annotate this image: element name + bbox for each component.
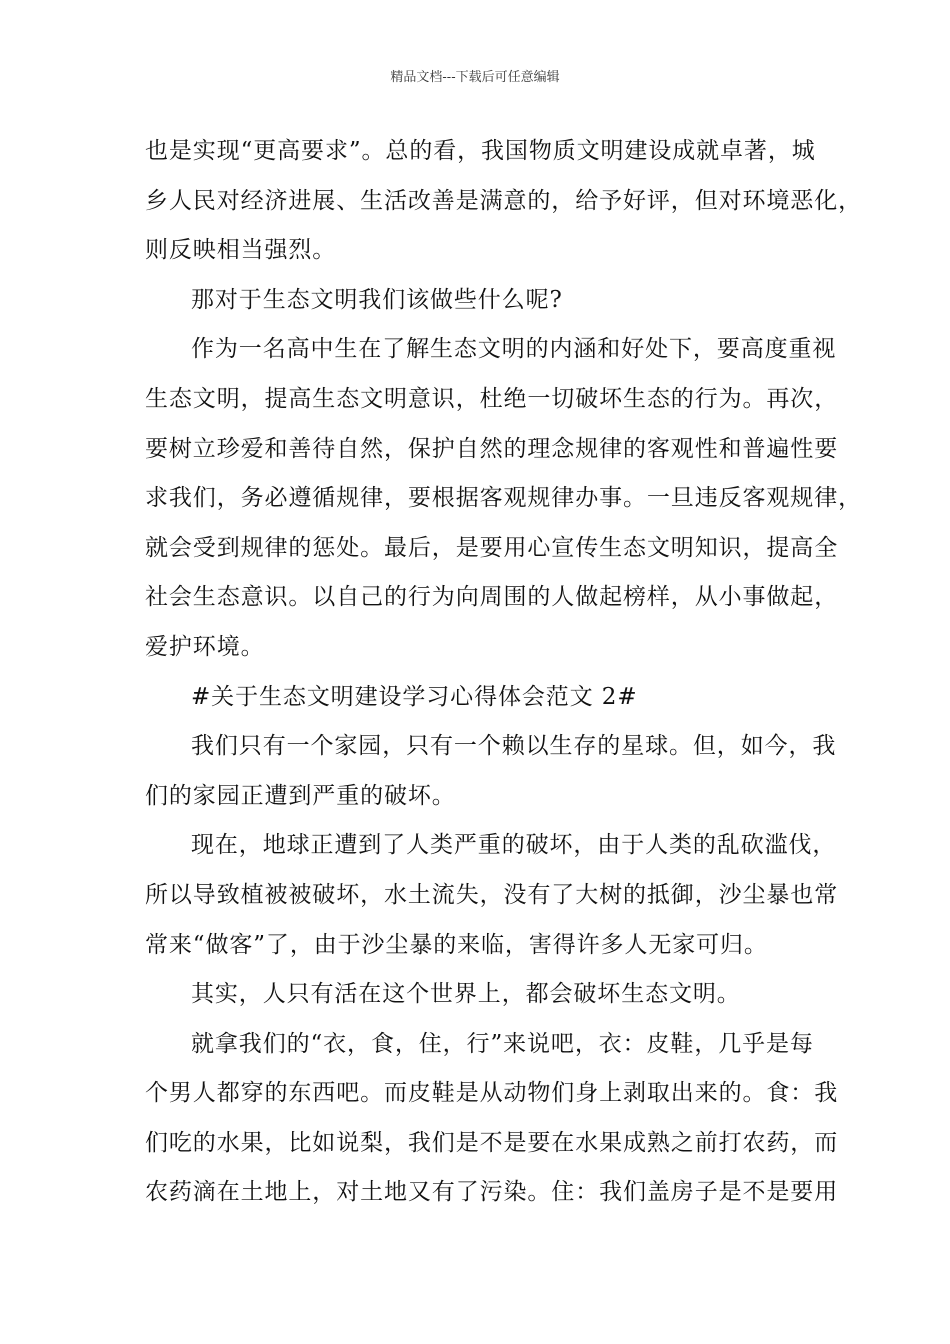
- text-line: 就拿我们的“衣，食，住，行”来说吧，衣：皮鞋，几乎是每: [191, 1030, 814, 1057]
- text-line: 们吃的水果，比如说梨，我们是不是要在水果成熟之前打农药，而: [145, 1129, 839, 1156]
- text-line: 其实，人只有活在这个世界上，都会破坏生态文明。: [191, 981, 741, 1008]
- text-line: 农药滴在土地上，对土地又有了污染。住：我们盖房子是不是要用: [145, 1179, 839, 1206]
- document-body: [145, 127, 862, 1218]
- text-line: 我们只有一个家园，只有一个赖以生存的星球。但，如今，我: [191, 733, 837, 760]
- text-line: 常来“做客”了，由于沙尘暴的来临，害得许多人无家可归。: [145, 931, 768, 958]
- text-line: 要树立珍爱和善待自然，保护自然的理念规律的客观性和普遍性要: [145, 435, 839, 462]
- text-line: 们的家园正遭到严重的破坏。: [145, 782, 456, 809]
- text-line: 则反映相当强烈。: [145, 237, 337, 264]
- page-header: 精品文档---下载后可任意编辑: [390, 70, 560, 85]
- text-line: 所以导致植被被破坏，水土流失，没有了大树的抵御，沙尘暴也常: [145, 881, 839, 908]
- text-line: 那对于生态文明我们该做些什么呢?: [191, 286, 563, 313]
- text-line: 求我们，务必遵循规律，要根据客观规律办事。一旦违反客观规律，: [145, 485, 862, 512]
- text-line: 现在，地球正遭到了人类严重的破坏，由于人类的乱砍滥伐，: [191, 832, 837, 859]
- text-line: 生态文明，提高生态文明意识，杜绝一切破坏生态的行为。再次，: [145, 385, 839, 412]
- text-line: 就会受到规律的惩处。最后，是要用心宣传生态文明知识，提高全: [145, 534, 839, 561]
- text-line: 社会生态意识。以自己的行为向周围的人做起榜样，从小事做起，: [145, 584, 839, 611]
- text-line: 作为一名高中生在了解生态文明的内涵和好处下，要高度重视: [191, 336, 837, 363]
- text-line: 爱护环境。: [145, 633, 265, 660]
- text-line: #关于生态文明建设学习心得体会范文 2#: [191, 683, 638, 710]
- text-line: 也是实现“更高要求”。总的看，我国物质文明建设成就卓著，城: [145, 138, 816, 164]
- text-line: 乡人民对经济进展、生活改善是满意的，给予好评，但对环境恶化，: [145, 187, 862, 214]
- text-line: 个男人都穿的东西吧。而皮鞋是从动物们身上剥取出来的。食：我: [145, 1080, 839, 1107]
